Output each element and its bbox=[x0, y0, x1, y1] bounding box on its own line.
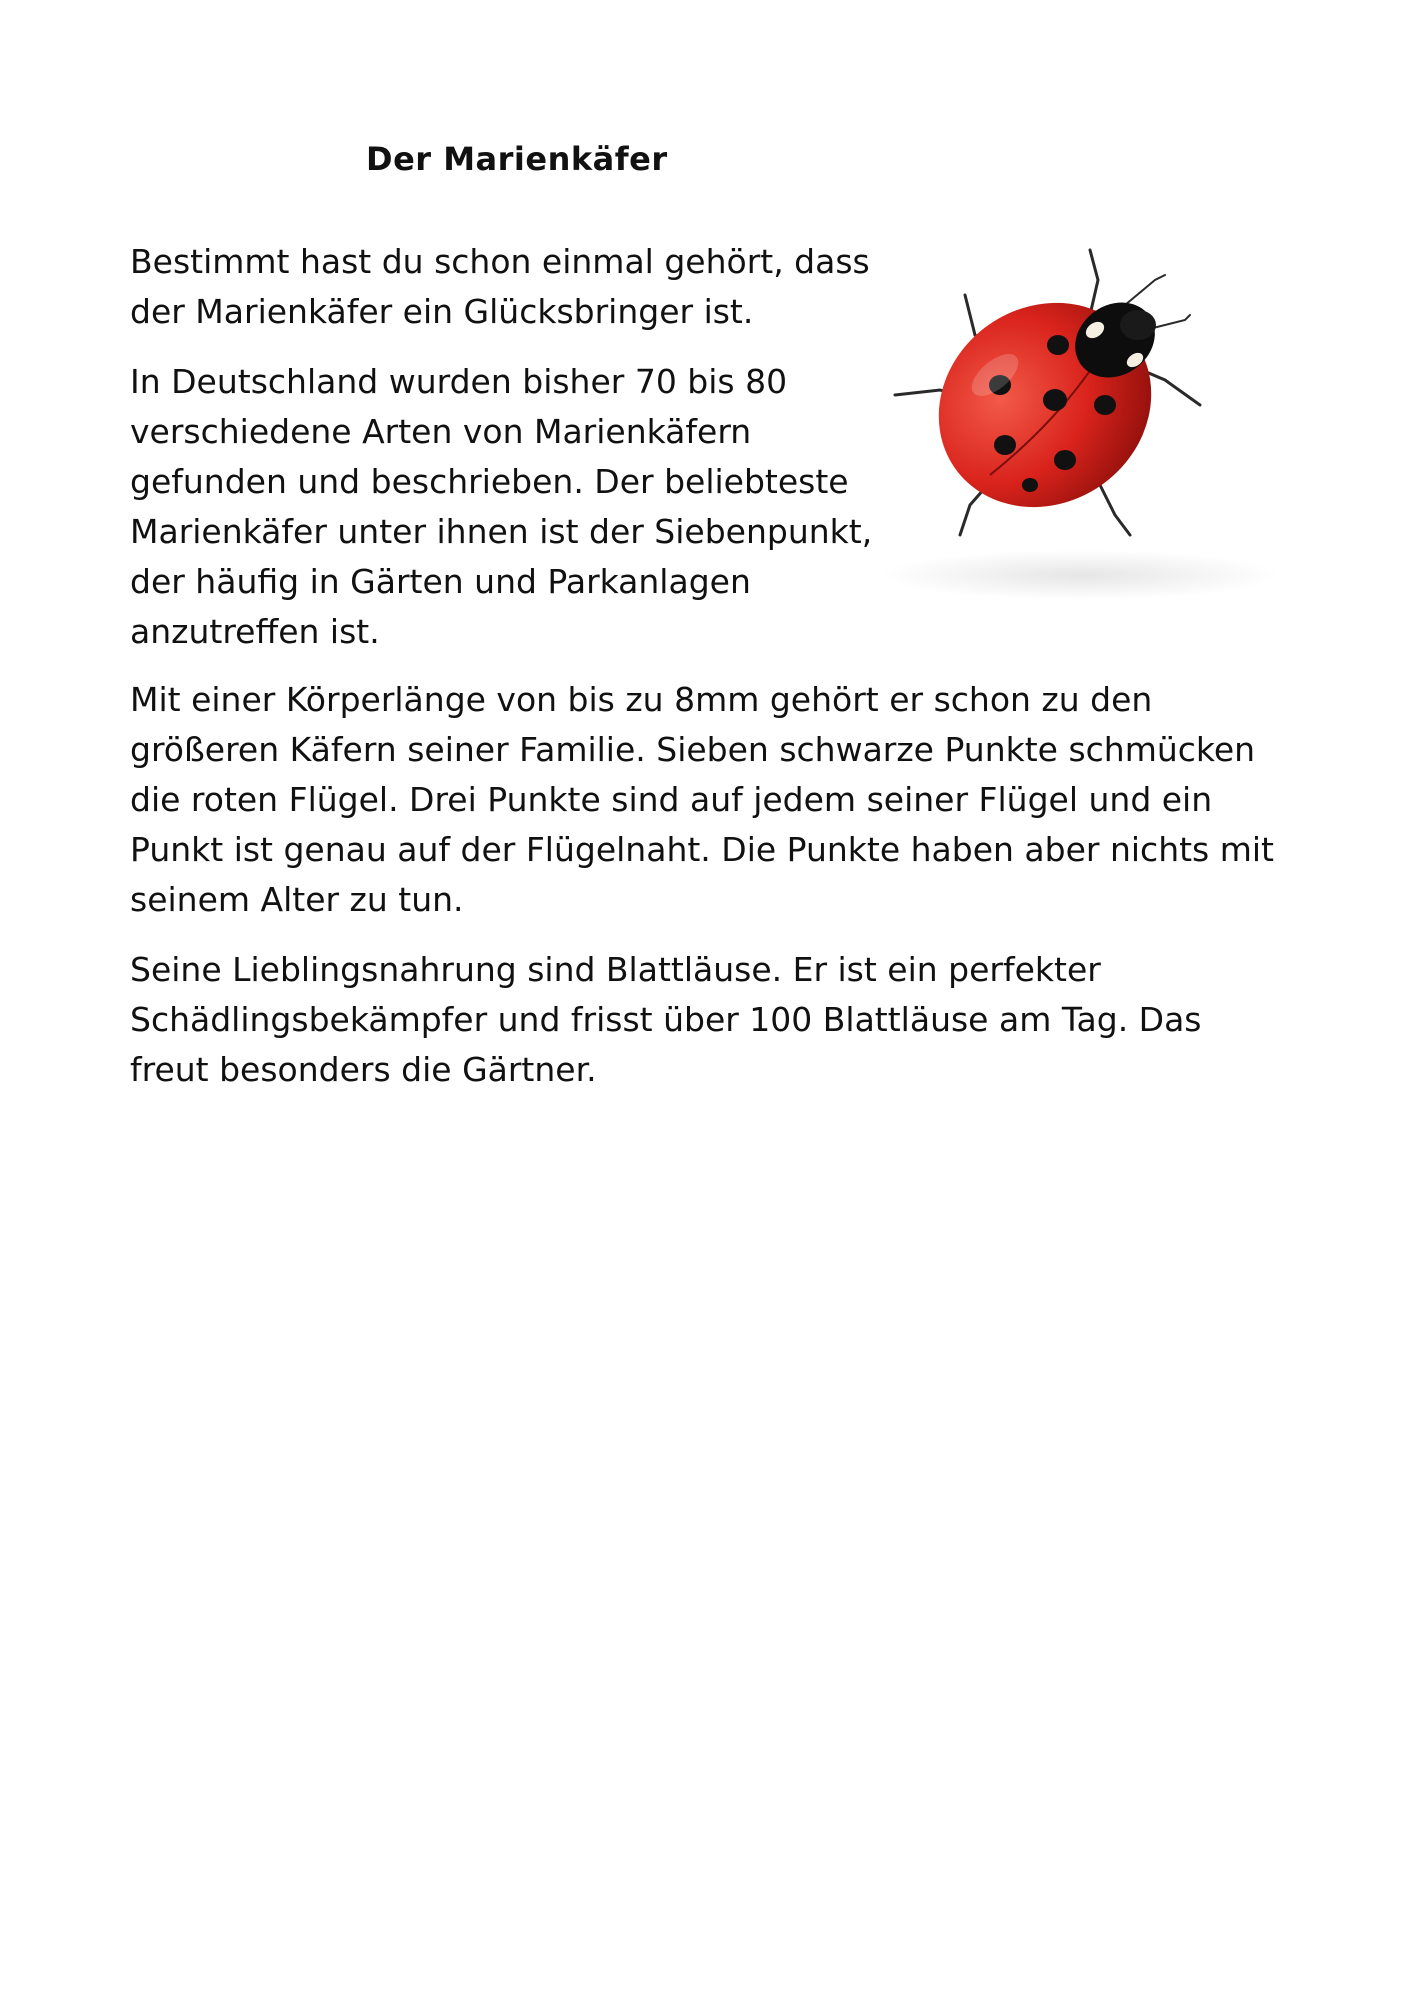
paragraph-food: Seine Lieblingsnahrung sind Blattläuse. Er ist ein perfekter Schädlingsbekämpfer und frisst über 100 Blattläuse am Tag. Das freut besonders die Gärtner. bbox=[130, 950, 1202, 1089]
paragraph-intro: Bestimmt hast du schon einmal gehört, dass der Marienkäfer ein Glücksbringer ist. bbox=[130, 242, 870, 331]
paragraph-species: In Deutschland wurden bisher 70 bis 80 verschiedene Arten von Marienkäfern gefunden und beschrieben. Der beliebteste Marienkäfer unter ihnen ist der Siebenpunkt, der häufig in Gärten und Parkanlagen anzutreffen ist. bbox=[130, 362, 873, 651]
ladybug-icon bbox=[880, 235, 1310, 605]
document-title: Der Marienkäfer bbox=[366, 140, 668, 178]
paragraph-appearance: Mit einer Körperlänge von bis zu 8mm gehört er schon zu den größeren Käfern seiner Familie. Sieben schwarze Punkte schmücken die roten Flügel. Drei Punkte sind auf jedem seiner Flügel und ein Punkt ist genau auf der Flügelnaht. Die Punkte haben aber nichts mit seinem Alter zu tun. bbox=[130, 680, 1274, 919]
